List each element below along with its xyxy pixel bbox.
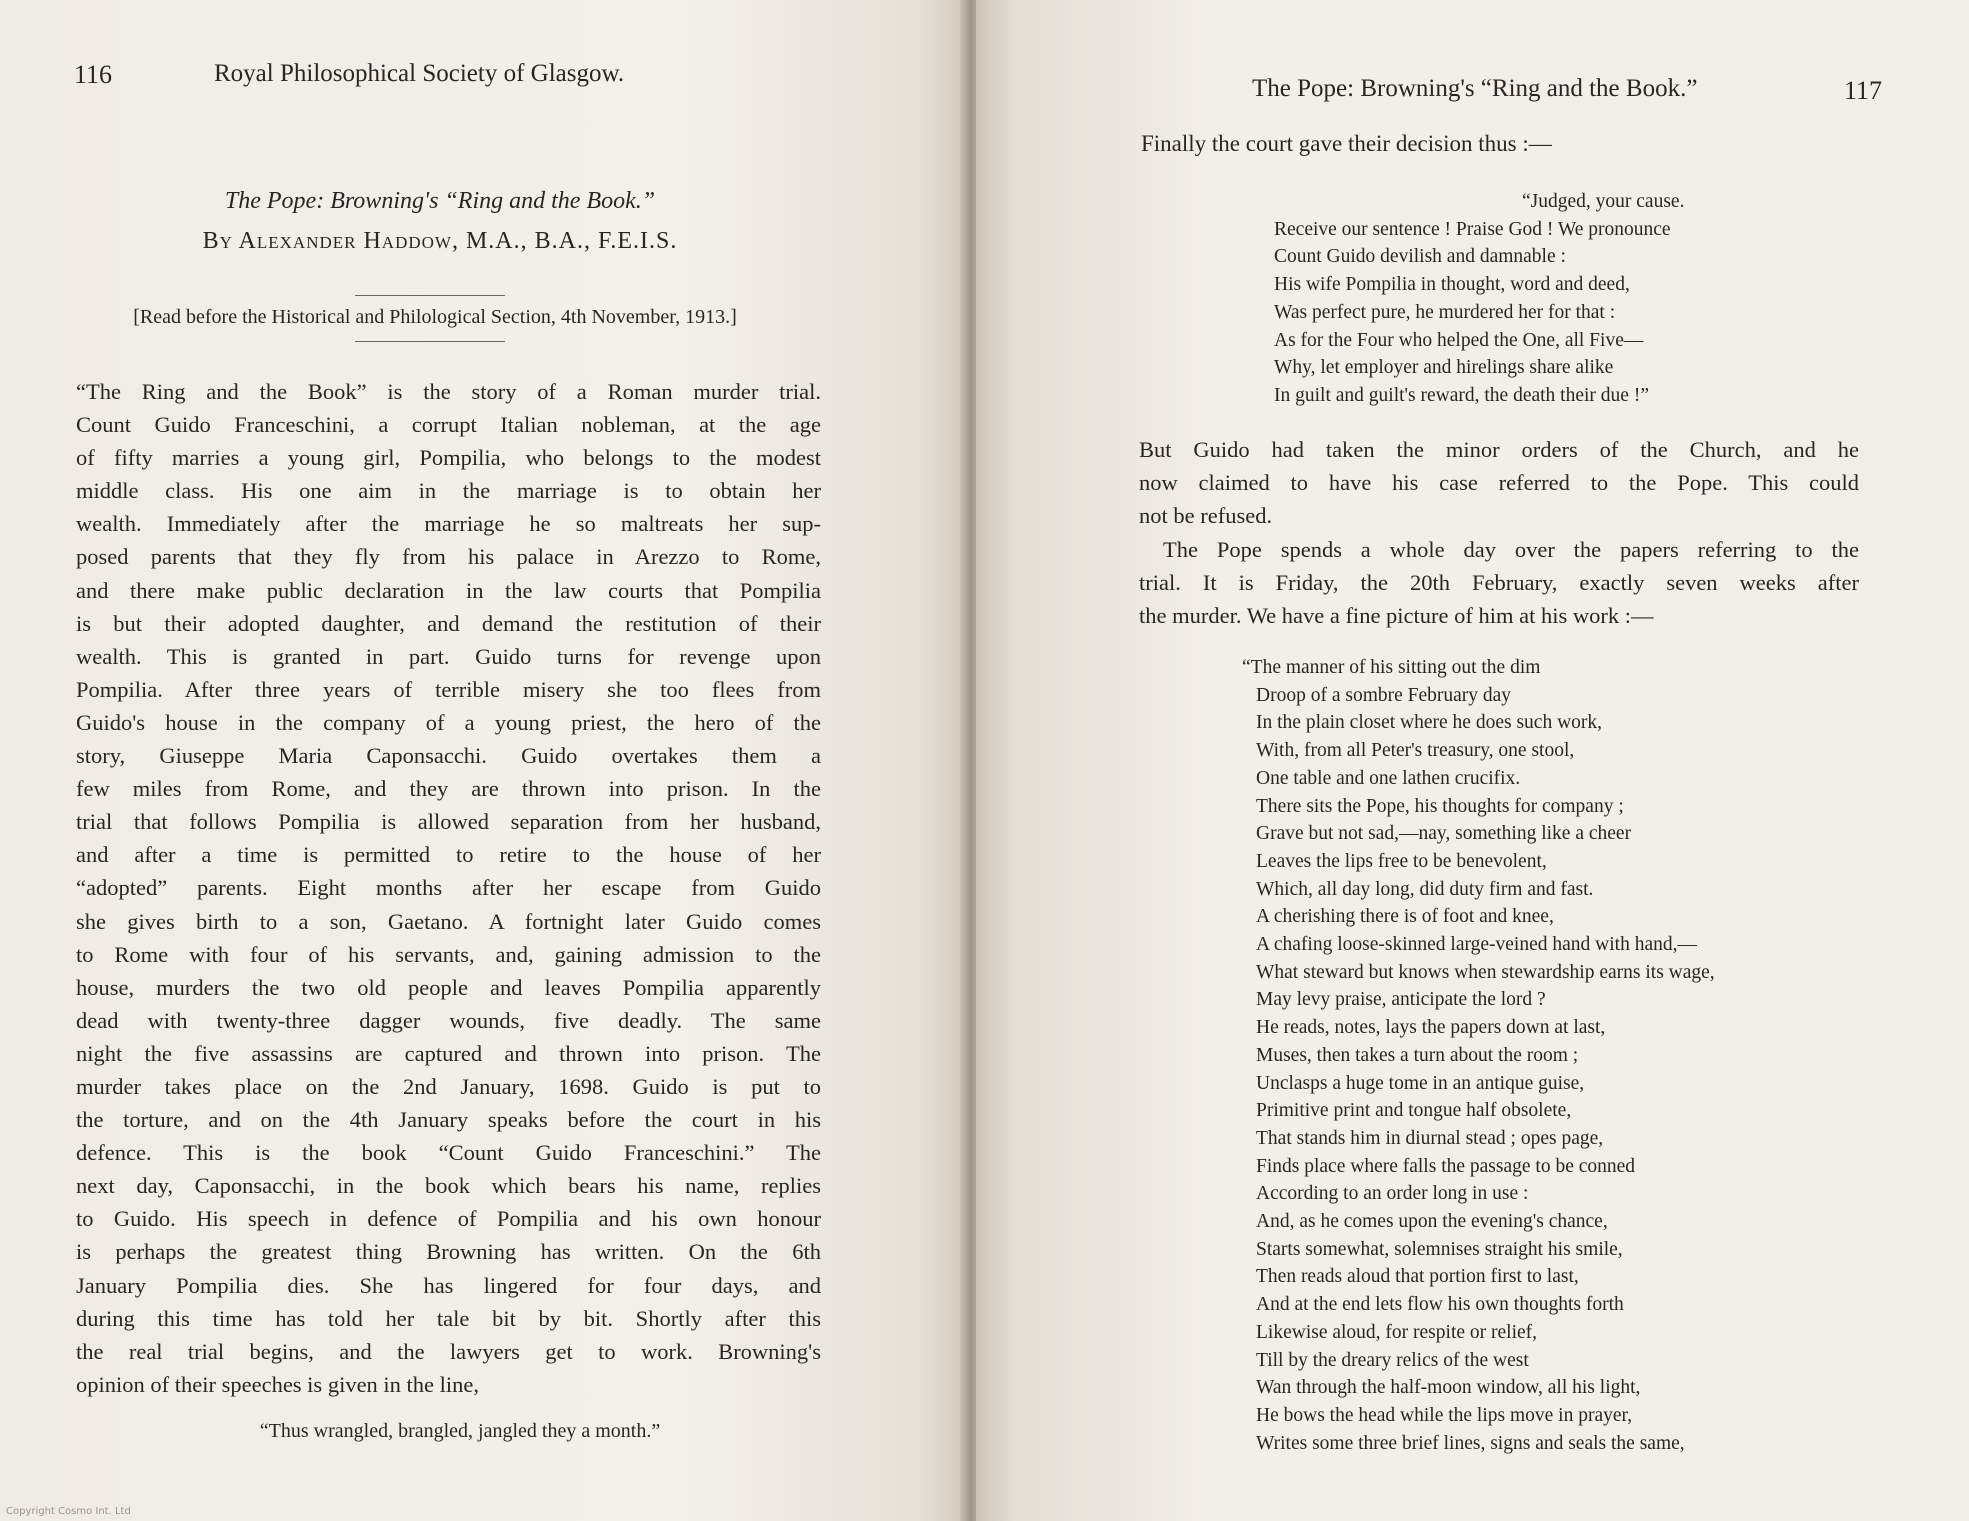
poem-line: In guilt and guilt's reward, the death their due !” bbox=[1274, 384, 1649, 406]
body-line: “The Ring and the Book” is the story of a Roman murder trial. bbox=[76, 379, 821, 404]
poem-line: A chafing loose-skinned large-veined hand with hand,— bbox=[1256, 934, 1697, 956]
poem-line: What steward but knows when stewardship earns its wage, bbox=[1256, 961, 1715, 983]
body-line: story, Giuseppe Maria Caponsacchi. Guido overtakes them a bbox=[76, 743, 821, 769]
poem-line: He reads, notes, lays the papers down at last, bbox=[1256, 1017, 1606, 1039]
poem-line: Unclasps a huge tome in an antique guise, bbox=[1256, 1072, 1585, 1094]
poem-line: And, as he comes upon the evening's chance, bbox=[1256, 1211, 1608, 1233]
poem-line: Grave but not sad,—nay, something like a cheer bbox=[1256, 823, 1632, 845]
poem-line: “The manner of his sitting out the dim bbox=[1242, 657, 1541, 678]
body-line: murder takes place on the 2nd January, 1698. Guido is put to bbox=[76, 1073, 821, 1099]
body-line: But Guido had taken the minor orders of the Church, and he bbox=[1139, 437, 1859, 462]
body-line: wealth. Immediately after the marriage he so maltreats her sup- bbox=[76, 511, 821, 537]
poem-line: With, from all Peter's treasury, one stool, bbox=[1256, 740, 1575, 762]
work-poem bbox=[1242, 654, 1715, 1457]
body-line: the real trial begins, and the lawyers get to work. Browning's bbox=[76, 1338, 821, 1364]
body-line: trial that follows Pompilia is allowed separation from her husband, bbox=[76, 809, 821, 835]
body-line: “adopted” parents. Eight months after her escape from Guido bbox=[76, 875, 821, 901]
body-line: posed parents that they fly from his palace in Arezzo to Rome, bbox=[76, 544, 821, 570]
body-line: Count Guido Franceschini, a corrupt Italian nobleman, at the age bbox=[76, 412, 821, 438]
article-author: By Alexander Haddow, M.A., B.A., F.E.I.S. bbox=[202, 228, 678, 254]
poem-line: May levy praise, anticipate the lord ? bbox=[1256, 989, 1546, 1011]
body-line: of fifty marries a young girl, Pompilia, who belongs to the modest bbox=[76, 445, 821, 471]
body-line: not be refused. bbox=[1139, 503, 1273, 529]
body-line: now claimed to have his case referred to the Pope. This could bbox=[1139, 470, 1859, 496]
body-line: Pompilia. After three years of terrible misery she too flees from bbox=[76, 676, 821, 702]
right-page bbox=[976, 0, 1969, 1521]
body-line: middle class. His one aim in the marriage is to obtain her bbox=[76, 478, 821, 504]
paragraph-2 bbox=[1139, 533, 1859, 632]
body-line: night the five assassins are captured and thrown into prison. The bbox=[76, 1040, 821, 1066]
poem-line: Why, let employer and hirelings share alike bbox=[1274, 357, 1614, 379]
body-line: and after a time is permitted to retire to the house of her bbox=[76, 842, 821, 868]
body-line: during this time has told her tale bit by bit. Shortly after this bbox=[76, 1305, 821, 1331]
poem-line: Writes some three brief lines, signs and seals the same, bbox=[1256, 1432, 1685, 1454]
running-head-right: The Pope: Browning's “Ring and the Book.” bbox=[1252, 75, 1698, 102]
page-number-left: 116 bbox=[74, 60, 113, 89]
poem-line: And at the end lets flow his own thoughts forth bbox=[1256, 1294, 1624, 1316]
paragraph-1 bbox=[1139, 433, 1859, 532]
poem-line: Till by the dreary relics of the west bbox=[1256, 1349, 1529, 1371]
body-line: dead with twenty-three dagger wounds, five deadly. The same bbox=[76, 1007, 821, 1033]
poem-line: Count Guido devilish and damnable : bbox=[1274, 246, 1566, 268]
left-body-text bbox=[76, 375, 821, 1401]
body-line: the torture, and on the 4th January speaks before the court in his bbox=[76, 1107, 821, 1133]
body-line: and there make public declaration in the law courts that Pompilia bbox=[76, 577, 821, 603]
body-line: house, murders the two old people and leaves Pompilia apparently bbox=[76, 974, 821, 1000]
body-line: is perhaps the greatest thing Browning has written. On the 6th bbox=[76, 1239, 821, 1265]
poem-line: Droop of a sombre February day bbox=[1256, 684, 1512, 706]
sentence-poem bbox=[1274, 188, 1684, 410]
poem-line: “Judged, your cause. bbox=[1522, 191, 1685, 212]
intro-line: Finally the court gave their decision thus :— bbox=[1141, 131, 1552, 156]
title-rule-top bbox=[355, 295, 505, 296]
body-line: she gives birth to a son, Gaetano. A fortnight later Guido comes bbox=[76, 908, 821, 934]
copyright-notice: Copyright Cosmo Int. Ltd bbox=[6, 1506, 131, 1517]
poem-line: There sits the Pope, his thoughts for company ; bbox=[1256, 795, 1624, 817]
body-line: opinion of their speeches is given in the line, bbox=[76, 1371, 480, 1397]
quote-line: “Thus wrangled, brangled, jangled they a month.” bbox=[259, 1420, 661, 1442]
poem-line: Likewise aloud, for respite or relief, bbox=[1256, 1321, 1538, 1343]
body-line: wealth. This is granted in part. Guido turns for revenge upon bbox=[76, 643, 821, 669]
read-note: [Read before the Historical and Philological Section, 4th November, 1913.] bbox=[133, 306, 737, 328]
body-line: to Rome with four of his servants, and, gaining admission to the bbox=[76, 941, 821, 967]
poem-line: Then reads aloud that portion first to last, bbox=[1256, 1266, 1579, 1288]
poem-line: As for the Four who helped the One, all Five— bbox=[1274, 329, 1644, 351]
running-head-left: Royal Philosophical Society of Glasgow. bbox=[214, 60, 625, 87]
poem-line: Was perfect pure, he murdered her for that : bbox=[1274, 301, 1616, 323]
poem-line: Finds place where falls the passage to be conned bbox=[1256, 1155, 1636, 1177]
poem-line: According to an order long in use : bbox=[1256, 1183, 1529, 1205]
body-line: defence. This is the book “Count Guido Franceschini.” The bbox=[76, 1140, 821, 1166]
page-number-right: 117 bbox=[1844, 76, 1883, 105]
body-line: is but their adopted daughter, and demand the restitution of their bbox=[76, 610, 821, 636]
body-line: Guido's house in the company of a young priest, the hero of the bbox=[76, 709, 821, 735]
body-line: the murder. We have a fine picture of him at his work :— bbox=[1139, 603, 1654, 629]
poem-line: One table and one lathen crucifix. bbox=[1256, 767, 1521, 789]
poem-line: Which, all day long, did duty firm and fast. bbox=[1256, 878, 1594, 900]
poem-line: Wan through the half-moon window, all his light, bbox=[1256, 1377, 1641, 1399]
body-line: trial. It is Friday, the 20th February, exactly seven weeks after bbox=[1139, 570, 1859, 596]
poem-line: Muses, then takes a turn about the room ; bbox=[1256, 1044, 1579, 1066]
poem-line: That stands him in diurnal stead ; opes page, bbox=[1256, 1127, 1604, 1149]
poem-line: A cherishing there is of foot and knee, bbox=[1256, 906, 1554, 928]
poem-line: His wife Pompilia in thought, word and deed, bbox=[1274, 274, 1630, 296]
body-line: January Pompilia dies. She has lingered for four days, and bbox=[76, 1272, 821, 1298]
body-line: next day, Caponsacchi, in the book which bears his name, replies bbox=[76, 1173, 821, 1199]
poem-line: Starts somewhat, solemnises straight his smile, bbox=[1256, 1238, 1623, 1260]
body-line: to Guido. His speech in defence of Pompilia and his own honour bbox=[76, 1206, 821, 1232]
title-rule-bottom bbox=[355, 341, 505, 342]
poem-line: In the plain closet where he does such work, bbox=[1256, 712, 1603, 734]
article-title: The Pope: Browning's “Ring and the Book.” bbox=[224, 188, 656, 214]
body-line: few miles from Rome, and they are thrown into prison. In the bbox=[76, 776, 821, 802]
body-line: The Pope spends a whole day over the papers referring to the bbox=[1163, 537, 1859, 562]
poem-line: Leaves the lips free to be benevolent, bbox=[1256, 850, 1547, 872]
poem-line: He bows the head while the lips move in prayer, bbox=[1256, 1404, 1633, 1426]
poem-line: Primitive print and tongue half obsolete, bbox=[1256, 1100, 1572, 1122]
left-page bbox=[0, 0, 968, 1521]
poem-line: Receive our sentence ! Praise God ! We pronounce bbox=[1274, 218, 1671, 240]
